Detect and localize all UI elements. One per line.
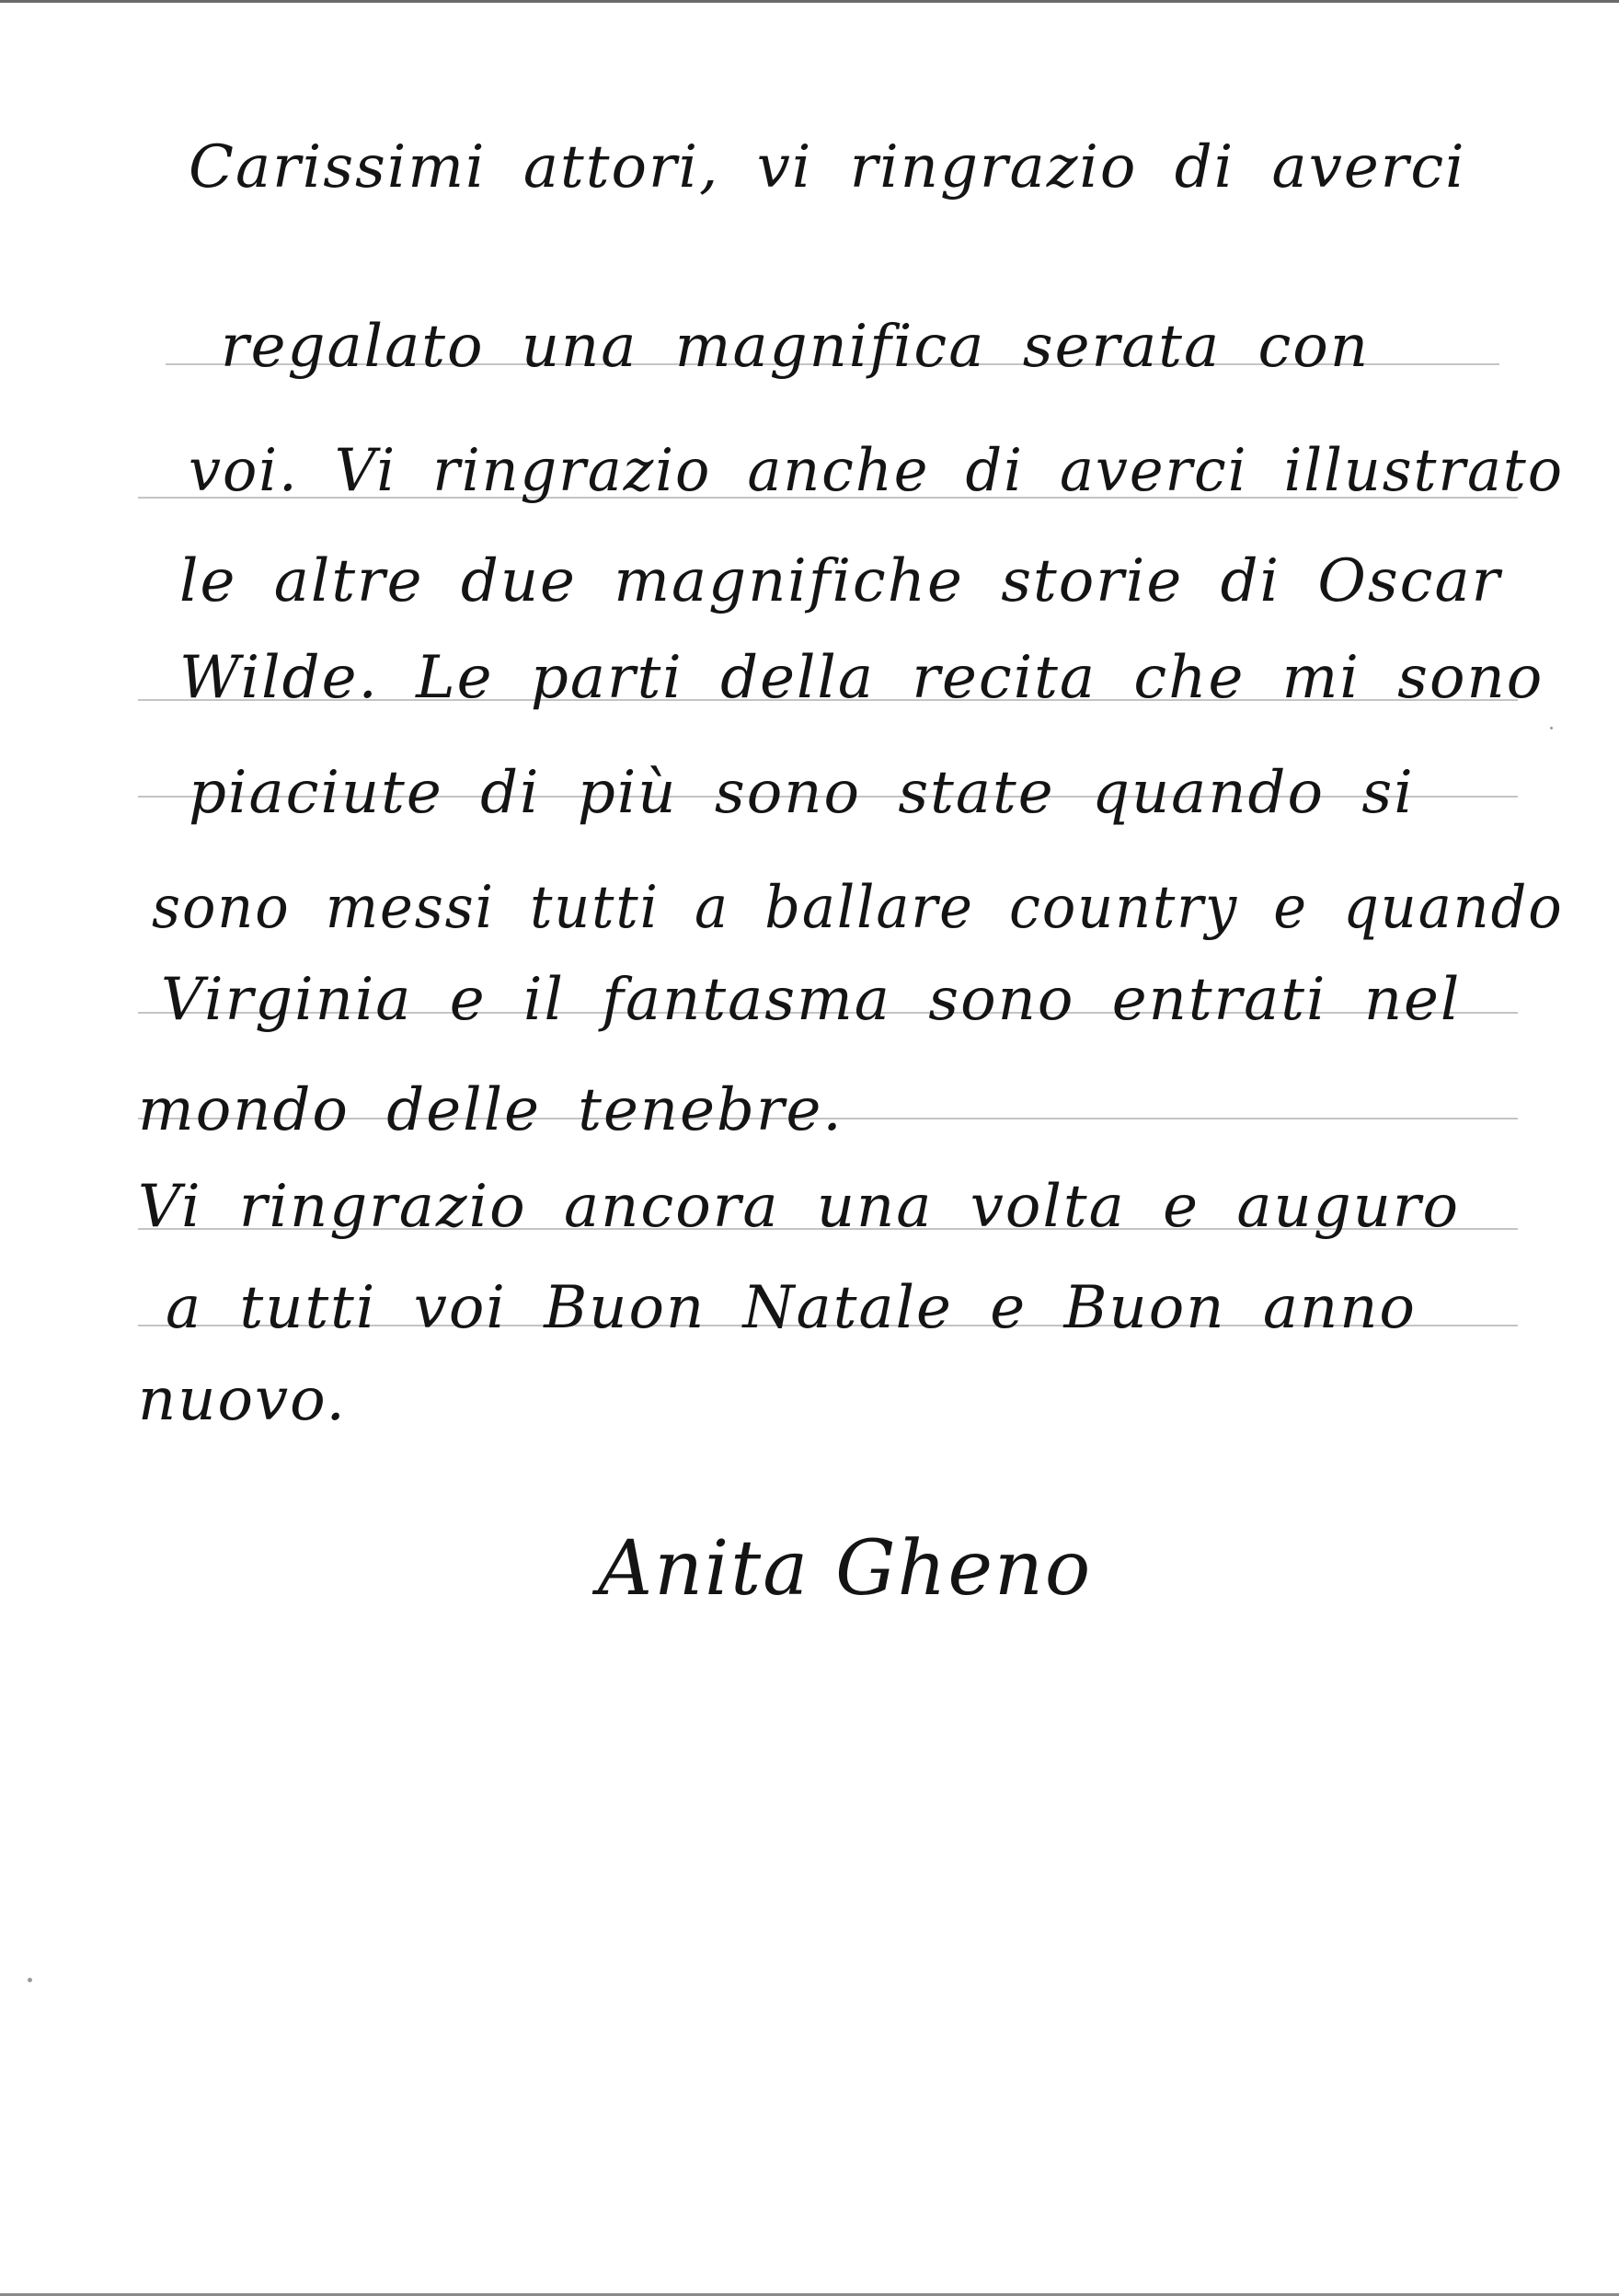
letter-line-11: a tutti voi Buon Natale e Buon anno (166, 1274, 1417, 1342)
letter-line-9: mondo delle tenebre. (138, 1076, 844, 1144)
letter-line-1: Carissimi attori, vi ringrazio di averci (189, 133, 1466, 201)
letter-line-2: regalato una magnifica serata con (221, 313, 1371, 381)
letter-line-5: Wilde. Le parti della recita che mi sono (179, 644, 1544, 712)
letter-line-12: nuovo. (138, 1366, 347, 1434)
scan-top-edge (0, 0, 1619, 3)
letter-line-4: le altre due magnifiche storie di Oscar (179, 547, 1502, 615)
scan-speck (28, 1978, 32, 1982)
signature: Anita Gheno (598, 1525, 1093, 1613)
letter-line-8: Virginia e il fantasma sono entrati nel (161, 966, 1462, 1034)
letter-line-6: piaciute di più sono state quando si (189, 759, 1415, 827)
letter-line-3: voi. Vi ringrazio anche di averci illustrato (189, 437, 1565, 505)
letter-line-7: sono messi tutti a ballare country e quando (152, 874, 1564, 942)
scan-speck (1550, 727, 1553, 729)
letter-line-10: Vi ringrazio ancora una volta e auguro (138, 1173, 1461, 1241)
